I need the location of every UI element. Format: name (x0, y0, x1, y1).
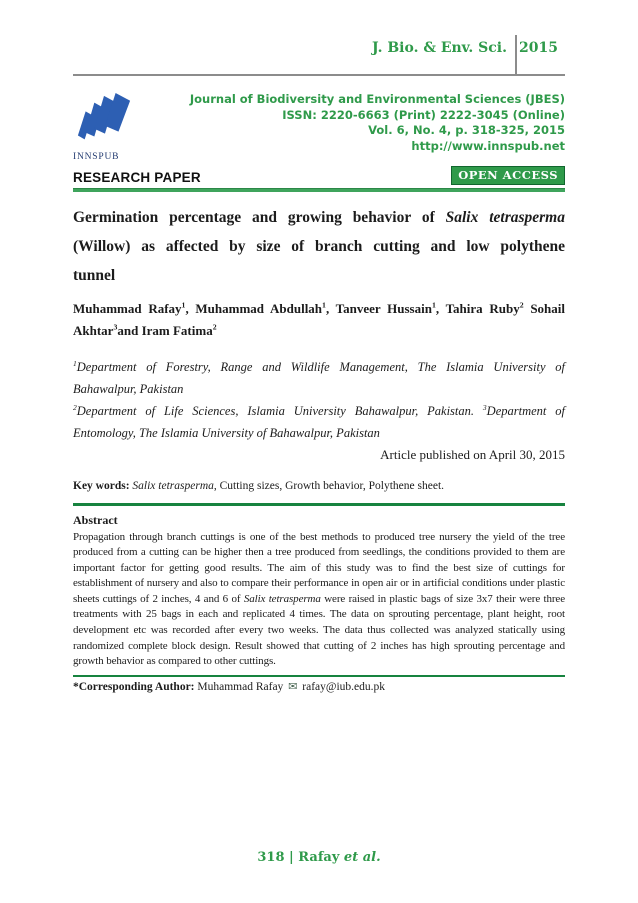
corresponding-author-line (73, 679, 565, 695)
article-title: Germination percentage and growing behavior of Salix tetrasperma (Willow) as affected by size of branch cutting and low polythene tunnel (73, 209, 565, 284)
author-list: Muhammad Rafay$^1$, Muhammad Abdullah$^1$, Tanveer Hussain$^1$, Tahira Ruby$^2$ Sohail Akhtar$^3$and Iram Fatima$^2$ (73, 300, 566, 338)
header-year: 2015 (519, 40, 558, 56)
journal-info-block (190, 92, 565, 154)
section-rule-top (73, 503, 565, 506)
innspub-logo (73, 92, 145, 162)
page-footer: 318 | Rafay et al. (257, 850, 381, 865)
header-divider (515, 35, 517, 74)
affiliation-1: $^1$Department of Forestry, Range and Wildlife Management, The Islamia University of Bahawalpur, Pakistan (73, 358, 565, 396)
paper-type-label: RESEARCH PAPER (73, 170, 201, 185)
header-rule (73, 74, 565, 76)
open-access-badge: OPEN ACCESS (451, 166, 565, 185)
masthead-rule (73, 188, 565, 192)
abstract-body: Propagation through branch cuttings is one of the best methods to produced tree nursery the yield of the tree produced from a cutting can be higher then a tree produced from seedlings, the conditions provided to them are important factor for getting good results. The aim of this study was to find the best size of cuttings for establishment of nursery and also to compare their performance in open air or in artificial conditions under plastic sheets cuttings of 2 inches, 4 and 6 of Salix tetrasperma were raised in plastic bags of size 3x7 their were three treatments with 25 bags in each and replicated 4 times. The data on sprouting percentage, plant height, root development etc was recorded after every two weeks. The data thus collected was analyzed statically using randomized complete block design. Result showed that cutting of 2 inches has high sprouting percentage and growth behavior as compared to other cuttings. (73, 530, 565, 668)
running-header (0, 0, 638, 74)
stacked-books-icon (73, 92, 145, 150)
journal-name: Journal of Biodiversity and Environmental Sciences (JBES) (189, 92, 565, 106)
affiliation-2: $^2$Department of Life Sciences, Islamia University Bahawalpur, Pakistan. $^3$Department of Entomology, The Islamia University of Bahawalpur, Pakistan (73, 402, 565, 440)
journal-website-link[interactable]: http://www.innspub.net (411, 138, 565, 153)
keywords-line: Key words: Salix tetrasperma, Cutting sizes, Growth behavior, Polythene sheet. (73, 480, 445, 492)
journal-issn: ISSN: 2220-6663 (Print) 2222-3045 (Online) (282, 107, 565, 122)
corresponding-email-link[interactable]: rafay@iub.edu.pk (302, 681, 386, 694)
corresponding-author-text: *Corresponding Author: Muhammad Rafay (73, 681, 287, 694)
section-rule-bottom (73, 675, 565, 678)
masthead (73, 92, 565, 162)
journal-volume: Vol. 6, No. 4, p. 318-325, 2015 (368, 123, 565, 137)
journal-abbreviation: J. Bio. & Env. Sci. (372, 40, 507, 56)
abstract-heading: Abstract (73, 512, 118, 527)
email-envelope-icon: ✉ (288, 680, 298, 694)
paper-type-row (73, 166, 565, 185)
publication-date-line: Article published on April 30, 2015 (380, 447, 565, 462)
logo-wordmark: INNSPUB (73, 152, 120, 162)
